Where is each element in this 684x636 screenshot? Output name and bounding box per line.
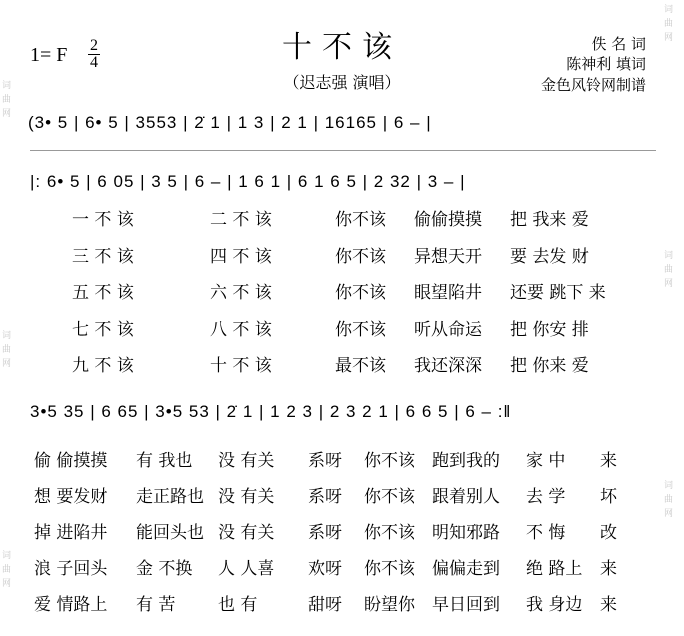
lyric-phrase: 你不该 (364, 487, 415, 507)
lyric-phrase: 去 学 (526, 487, 566, 507)
lyric-phrase: 把 你安 排 (510, 319, 589, 340)
lyric-phrase: 眼望陷井 (414, 283, 482, 303)
score-line-verse-a: |: 6• 5 | 6 05 | 3 5 | 6 – | 1 6 1 | 6 1 6 5 | 2 32 | 3 – | (30, 172, 466, 191)
lyric-phrase: 七 不 该 (72, 319, 134, 340)
lyric-phrase: 盼望你 (364, 595, 415, 615)
lyric-phrase: 你不该 (335, 283, 386, 303)
lyric-phrase: 八 不 该 (210, 319, 272, 340)
lyric-phrase: 也 有 (218, 595, 258, 615)
lyric-phrase: 最不该 (335, 356, 386, 376)
divider (30, 150, 656, 151)
watermark-char: 词 (2, 331, 12, 341)
lyric-phrase: 没 有关 (218, 523, 275, 543)
lyric-row-a (0, 278, 684, 302)
lyric-row-a (0, 205, 684, 229)
lyric-phrase: 掉 进陷井 (34, 523, 108, 543)
watermark-char: 词 (664, 481, 674, 491)
lyric-phrase: 爱 情路上 (34, 595, 108, 615)
lyric-phrase: 偷 偷摸摸 (34, 451, 108, 471)
lyric-phrase: 明知邪路 (432, 523, 500, 543)
watermark-char: 网 (2, 579, 12, 589)
lyric-phrase: 你不该 (335, 319, 386, 340)
time-signature (88, 38, 100, 71)
lyric-row-b (0, 482, 684, 506)
score-line-intro: (3• 5 | 6• 5 | 3553 | 2̇ 1 | 1 3 | 2 1 | 16165 | 6 – | (28, 113, 432, 132)
lyric-phrase: 来 (600, 451, 617, 471)
lyric-phrase: 六 不 该 (210, 283, 272, 303)
lyric-phrase: 还要 跳下 来 (510, 283, 606, 303)
lyric-phrase: 来 (600, 559, 617, 579)
time-signature-bottom: 4 (90, 54, 98, 71)
lyric-phrase: 系呀 (308, 487, 342, 507)
lyric-phrase: 五 不 该 (72, 283, 134, 303)
watermark-char: 网 (664, 33, 674, 43)
watermark-char: 曲 (664, 19, 674, 29)
lyric-phrase: 我还深深 (414, 356, 482, 376)
lyric-row-a (0, 315, 684, 339)
lyric-phrase: 有 我也 (136, 451, 193, 471)
lyric-row-b (0, 554, 684, 578)
lyric-row-a (0, 351, 684, 375)
adapter-credit: 陈神利 填词 (566, 55, 646, 73)
lyric-phrase: 浪 子回头 (34, 559, 108, 579)
lyric-phrase: 你不该 (364, 451, 415, 471)
watermark-char: 词 (2, 81, 12, 91)
lyric-phrase: 跑到我的 (432, 451, 500, 471)
lyric-phrase: 没 有关 (218, 451, 275, 471)
song-subtitle: （迟志强 演唱） (283, 73, 401, 92)
lyric-phrase: 有 苦 (136, 595, 176, 615)
transcriber-credit: 金色风铃网制谱 (540, 76, 646, 94)
watermark-char: 词 (664, 5, 674, 15)
lyric-phrase: 你不该 (364, 559, 415, 579)
lyric-phrase: 十 不 该 (210, 356, 272, 376)
lyric-phrase: 系呀 (308, 451, 342, 471)
lyric-phrase: 坏 (600, 487, 617, 507)
lyric-phrase: 系呀 (308, 523, 342, 543)
watermark-char: 网 (664, 279, 674, 289)
lyric-phrase: 你不该 (335, 210, 386, 230)
lyric-phrase: 走正路也 (136, 487, 204, 507)
key-signature: 1= F (30, 44, 68, 66)
watermark-char: 曲 (664, 495, 674, 505)
watermark-char: 曲 (2, 95, 12, 105)
lyric-phrase: 我 身边 (526, 595, 583, 615)
lyric-phrase: 把 我来 爱 (510, 210, 589, 230)
lyric-phrase: 改 (600, 523, 617, 543)
lyric-phrase: 跟着别人 (432, 487, 500, 507)
lyric-phrase: 人 人喜 (218, 559, 275, 579)
time-signature-top: 2 (90, 37, 98, 54)
lyric-phrase: 欢呀 (308, 559, 342, 579)
lyric-phrase: 听从命运 (414, 319, 482, 340)
lyric-phrase: 家 中 (526, 451, 566, 471)
watermark-char: 曲 (2, 565, 12, 575)
lyric-row-b (0, 518, 684, 542)
song-title: 十不该 (282, 30, 402, 65)
lyric-phrase: 四 不 该 (210, 246, 272, 267)
lyric-phrase: 你不该 (335, 246, 386, 267)
lyric-phrase: 偷偷摸摸 (414, 210, 482, 230)
lyric-phrase: 来 (600, 595, 617, 615)
lyric-row-b (0, 590, 684, 614)
lyric-phrase: 异想天开 (414, 246, 482, 267)
lyric-row-a (0, 242, 684, 266)
watermark-char: 曲 (2, 345, 12, 355)
watermark-char: 词 (664, 251, 674, 261)
score-line-verse-b: 3•5 35 | 6 65 | 3•5 53 | 2̇ 1 | 1 2 3 | 2 3 2 1 | 6 6 5 | 6 – :‖ (30, 402, 512, 421)
lyricist-credit: 佚 名 词 (591, 35, 646, 53)
lyric-phrase: 把 你来 爱 (510, 356, 589, 376)
lyric-phrase: 九 不 该 (72, 356, 134, 376)
watermark-char: 曲 (664, 265, 674, 275)
lyric-phrase: 想 要发财 (34, 487, 108, 507)
lyric-phrase: 绝 路上 (526, 559, 583, 579)
lyric-phrase: 金 不换 (136, 559, 193, 579)
lyric-phrase: 三 不 该 (72, 246, 134, 267)
lyric-phrase: 早日回到 (432, 595, 500, 615)
lyric-phrase: 一 不 该 (72, 210, 134, 230)
lyric-phrase: 偏偏走到 (432, 559, 500, 579)
lyric-phrase: 二 不 该 (210, 210, 272, 230)
lyric-phrase: 要 去发 财 (510, 246, 589, 267)
lyric-row-b (0, 446, 684, 470)
lyric-phrase: 你不该 (364, 523, 415, 543)
lyric-phrase: 能回头也 (136, 523, 204, 543)
watermark-char: 网 (2, 359, 12, 369)
watermark-char: 网 (664, 509, 674, 519)
lyric-phrase: 甜呀 (308, 595, 342, 615)
watermark-char: 词 (2, 551, 12, 561)
lyric-phrase: 没 有关 (218, 487, 275, 507)
watermark-char: 网 (2, 109, 12, 119)
lyric-phrase: 不 悔 (526, 523, 566, 543)
